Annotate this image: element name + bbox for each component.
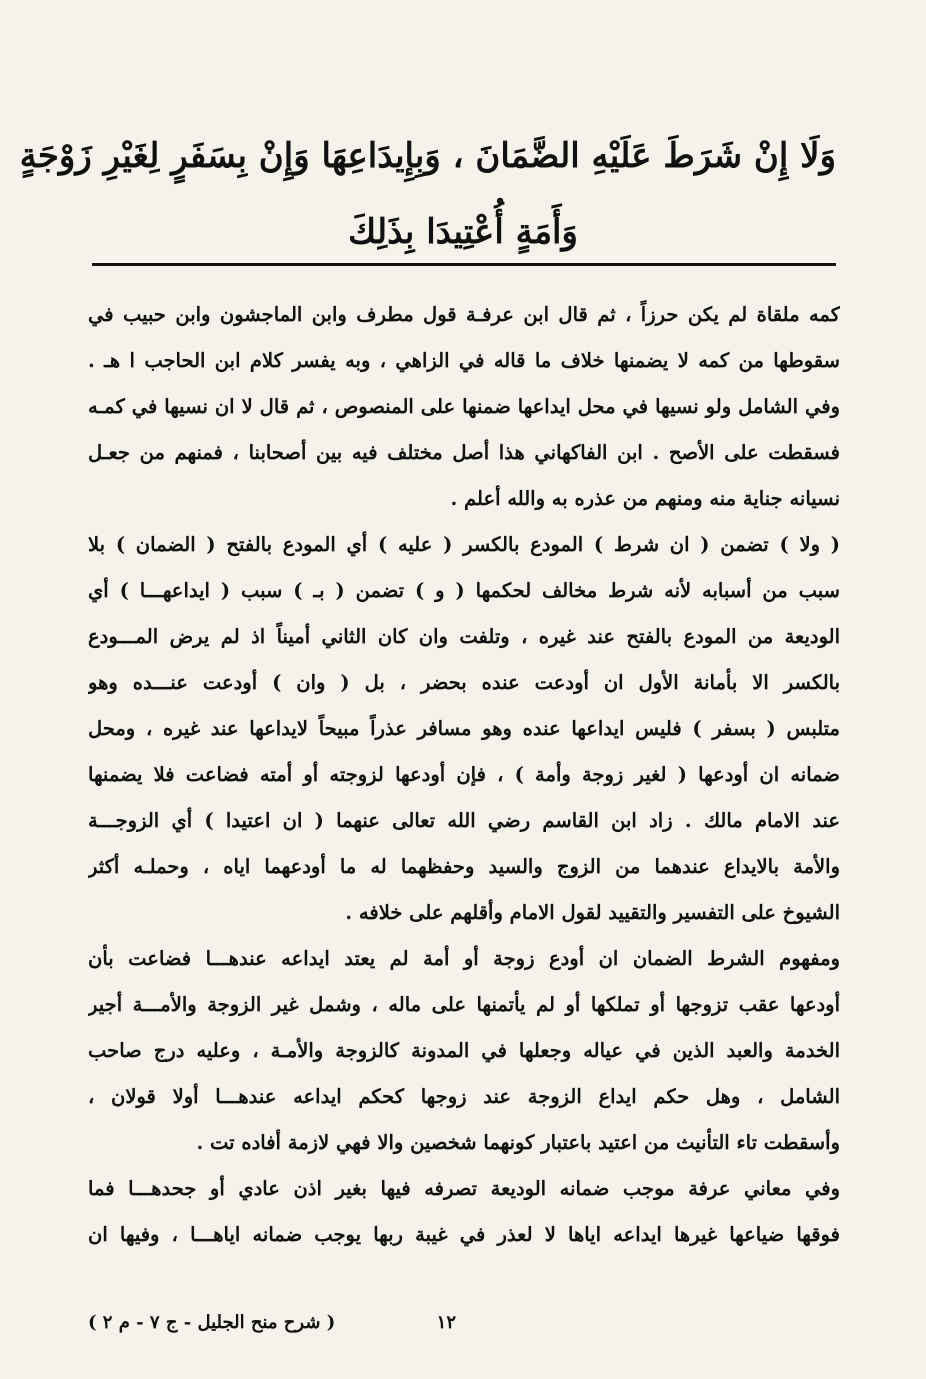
paragraph-2 — [88, 522, 840, 936]
text-line: متلبس ( بسفر ) فليس ايداعها عنده وهو مسافر عذراً مبيحاً لايداعها عند غيره ، ومحل — [88, 717, 840, 740]
text-line: عند الامام مالك . زاد ابن القاسم رضي الله تعالى عنهما ( ان اعتيدا ) أي الزوجـــة — [88, 809, 840, 832]
text-line: وفي معاني عرفة موجب ضمانه الوديعة تصرفه فيها بغير اذن عادي أو جحدهـــا فما — [88, 1177, 840, 1200]
heading-line-1: وَلَا إِنْ شَرَطَ عَلَيْهِ الضَّمَانَ ، وَبِإِيدَاعِهَا وَإِنْ بِسَفَرٍ لِغَيْرِ زَوْجَةٍ — [19, 136, 836, 176]
text-line: وأسقطت تاء التأنيث من اعتيد باعتبار كونهما شخصين والا فهي لازمة أفاده تت . — [196, 1131, 840, 1154]
text-line: سبب من أسبابه لأنه شرط مخالف لحكمها ( و ) تضمن ( بـ ) سبب ( ايداعهـــا ) أي — [88, 579, 840, 602]
paragraph-1 — [88, 292, 840, 522]
text-line: سقوطها من كمه لا يضمنها خلاف ما قاله في الزاهي ، وبه يفسر كلام ابن الحاجب ا هـ . — [88, 349, 840, 372]
text-line: بالكسر الا بأمانة الأول ان أودعت عنده بحضر ، بل ( وان ) أودعت عنـــده وهو — [88, 671, 840, 694]
text-line: والأمة بالايداع عندهما من الزوج والسيد وحفظهما له ما أودعهما اياه ، وحملـه أكثر — [88, 855, 840, 878]
text-line: كمه ملقاة لم يكن حرزاً ، ثم قال ابن عرفـة قول مطرف وابن الماجشون وابن حبيب في — [88, 303, 840, 326]
heading-divider — [92, 263, 836, 266]
text-line: الشامل ، وهل حكم ايداع الزوجة عند زوجها كحكم ايداعه عندهـــا أولا قولان ، — [88, 1085, 840, 1108]
page-number: ١٢ — [436, 1312, 456, 1333]
text-line: فوقها ضياعها غيرها ايداعه اياها لا لعذر في غيبة ربها يوجب ضمانه اياهـــا ، وفيها ان — [88, 1223, 840, 1246]
source-reference: ( شرح منح الجليل - ج ٧ - م ٢ ) — [88, 1312, 336, 1333]
text-line: ومفهوم الشرط الضمان ان أودع زوجة أو أمة لم يعتد ايداعه عندهـــا فضاعت بأن — [88, 947, 840, 970]
body-text — [88, 292, 840, 1258]
heading-line-2: وَأَمَةٍ أُعْتِيدَا بِذَلِكَ — [348, 212, 578, 252]
text-line: الشيوخ على التفسير والتقييد لقول الامام وأقلهم على خلافه . — [345, 901, 840, 924]
paragraph-3 — [88, 936, 840, 1166]
page-footer — [88, 1308, 840, 1338]
text-line: الوديعة من المودع بالفتح عند غيره ، وتلفت وان كان الثاني أميناً اذ لم يرض المـــودع — [88, 625, 840, 648]
text-line: أودعها عقب تزوجها أو تملكها أو لم يأتمنها على ماله ، وشمل غير الزوجة والأمـــة أجير — [88, 993, 840, 1016]
paragraph-4 — [88, 1166, 840, 1258]
text-line: ضمانه ان أودعها ( لغير زوجة وأمة ) ، فإن أودعها لزوجته أو أمته فضاعت فلا يضمنها — [88, 763, 840, 786]
text-line: فسقطت على الأصح . ابن الفاكهاني هذا أصل مختلف فيه بين أصحابنا ، فمنهم من جعـل — [88, 441, 840, 464]
text-line: نسيانه جناية منه ومنهم من عذره به والله أعلم . — [450, 487, 840, 510]
section-heading — [19, 118, 836, 270]
text-line: وفي الشامل ولو نسيها في محل ايداعها ضمنها على المنصوص ، ثم قال لا ان نسيها في كمـه — [88, 395, 840, 418]
text-line: ( ولا ) تضمن ( ان شرط ) المودع بالكسر ( عليه ) أي المودع بالفتح ( الضمان ) بلا — [88, 533, 840, 556]
text-line: الخدمة والعبد الذين في عياله وجعلها في المدونة كالزوجة والأمـة ، وعليه درج صاحب — [88, 1039, 840, 1062]
